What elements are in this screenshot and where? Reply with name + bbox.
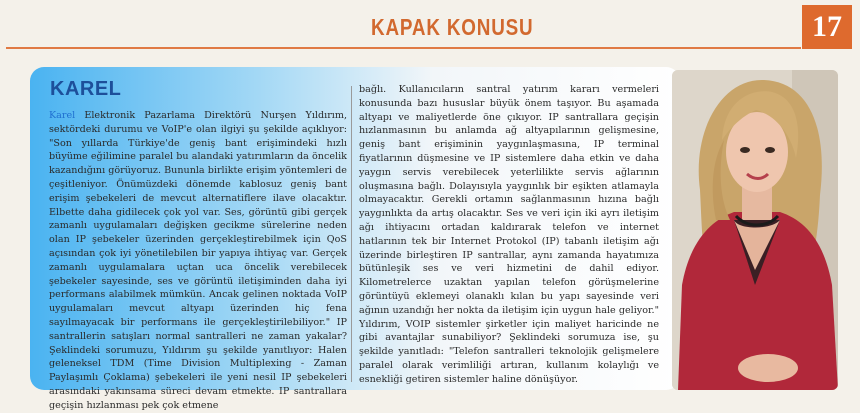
portrait-photo — [672, 70, 838, 390]
section-title: KAPAK KONUSU — [371, 14, 534, 40]
article-column-1 — [49, 109, 347, 413]
article-title: KAREL — [50, 78, 122, 100]
column-1-text: Elektronik Pazarlama Direktörü Nurşen Yıldırım, sektördeki durumu ve VoIP'e olan ilgiyi şu şekilde açıklıyor: "Son yıllarda Türkiye'de geniş bant erişimindeki hızlı büyüme eğilimine paralel bu alandaki yatırımların da öncelik kazandığını görüyoruz. Bununla birlikte erişim yöntemleri de çeşitleniyor. Önümüzdeki dönemde kablosuz geniş bant erişim şebekeleri de mevcut alternatiflere ilave olacaktır. Elbette daha gidilecek çok yol var. Ses, görüntü gibi gerçek zamanlı uygulamaları değişken gecikme sürelerine neden olan IP şebekeler üzerinden gerçekleştirebilmek için QoS açısından çok iyi yönetilebilen bir yapıya ihtiyaç var. Gerçek zamanlı uygulamalara uçtan uca öncelik verebilecek şebekeler sayesinde, ses ve görüntü iletişiminden daha iyi performans alabilmek mümkün. Ancak gelinen noktada VoIP uygulamaları mevcut altyapı üzerinden hiç fena sayılmayacak bir performans ile gerçekleştirilebiliyor." IP santrallerin satışları normal santralleri ne zaman yakalar? Şeklindeki sorumuzu, Yıldırım şu şekilde yanıtlıyor: Halen geleneksel TDM (Time Division Multiplexing - Zaman Paylaşımlı Çoklama) şebekeleri ile yeni nesil IP şebekeleri arasındaki yakınsama süreci devam etmekte. IP santrallara geçişin hızlanması pek çok etmene — [49, 110, 347, 411]
company-name: Karel — [49, 110, 76, 121]
page-number: 17 — [802, 5, 852, 49]
column-divider — [351, 86, 352, 382]
header-divider — [6, 47, 801, 49]
article-column-2: bağlı. Kullanıcıların santral yatırım kararı vermeleri konusunda bazı hususlar büyük önem taşıyor. Bu aşamada altyapı ve maliyetlerde öne çıkıyor. IP santrallara geçişin hızlanmasının bu anlamda ağ altyapılarının gelişmesine, geniş bant erişiminin yaygınlaşmasına, IP terminal fiyatlarının düşmesine ve IP sistemlere daha etkin ve daha yaygın servis verebilecek yeterlilikte servis ağlarının oluşmasına bağlı. Dolayısıyla yaygınlık bir eşikten atlamayla olmayacaktır. Gerekli ortamın sağlanmasının hızına bağlı yaygınlıkta da artış olacaktır. Ses ve veri için iki ayrı iletişim ağı ihtiyacını ortadan kaldırarak telefon ve internet hatlarının tek bir Internet Protokol (IP) tabanlı iletişim ağı üzerinde birleştiren IP santrallar, aynı zamanda hayatımıza bütünleşik ses ve veri hizmetini de dahil ediyor. Kilometrelerce uzaktan yapılan telefon görüşmelerine görüntüyü eklemeyi olanaklı kılan bu yapı sayesinde veri ağının uzandığı her nokta da iletişim için uygun hale geliyor." Yıldırım, VOIP sistemler şirketler için maliyet haricinde ne gibi avantajlar sunabiliyor? Şeklindeki sorumuza ise, şu şekilde yanıtladı: "Telefon santralleri teknolojik gelişmelere paralel olarak verimliliği artıran, kullanım kolaylığı ve esnekliği getiren sistemler haline dönüşüyor. — [359, 84, 659, 385]
